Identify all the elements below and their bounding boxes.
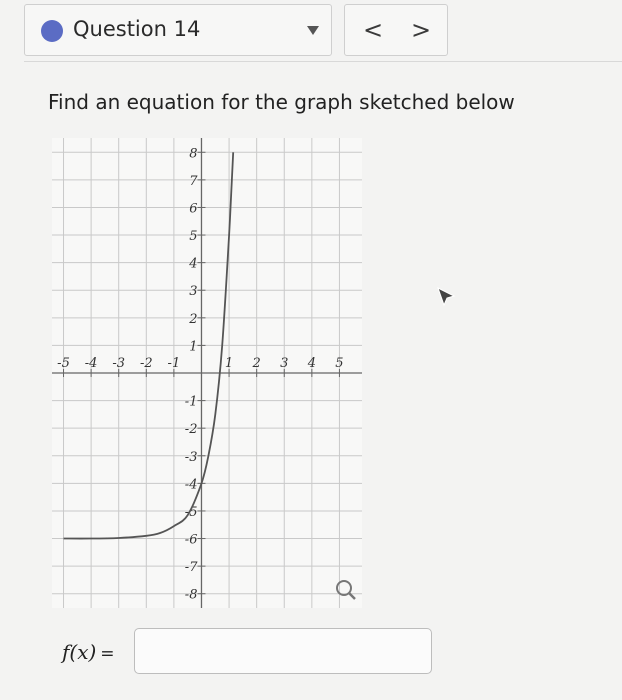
y-tick-label: 6 [189,201,198,217]
y-tick-label: 8 [189,146,198,162]
question-title: Question 14 [73,17,201,41]
y-tick-label: -6 [184,532,198,548]
y-tick-label: -2 [184,422,198,438]
answer-input[interactable] [134,628,432,674]
y-tick-label: -8 [184,587,198,603]
x-tick-label: -3 [112,356,126,371]
y-tick-label: 4 [189,256,198,272]
x-tick-label: -2 [139,356,153,371]
y-tick-label: -1 [184,394,198,410]
function-graph [52,138,362,608]
question-prompt: Find an equation for the graph sketched below [48,90,515,114]
y-tick-label: -4 [184,477,198,493]
question-selector[interactable] [24,4,332,56]
y-tick-label: 7 [189,173,198,189]
x-tick-label: 5 [335,356,344,371]
question-nav [344,4,448,56]
x-tick-label: -1 [167,356,181,371]
x-tick-label: 1 [224,356,234,371]
x-tick-label: -5 [57,356,70,371]
chevron-down-icon[interactable] [307,26,319,35]
mouse-cursor-icon [436,286,458,308]
answer-label [62,640,115,664]
x-tick-label: 2 [252,356,261,371]
y-tick-label: -3 [184,449,198,465]
y-tick-label: -7 [184,560,198,576]
y-tick-label: 5 [189,229,198,245]
status-dot-icon [41,20,63,42]
header-divider [24,61,622,62]
y-tick-label: 3 [189,284,198,300]
answer-function-label: f(x) [62,640,97,664]
y-tick-label: -5 [184,504,198,520]
answer-equals-sign: = [100,644,115,664]
x-tick-label: -4 [84,356,98,371]
y-tick-label: 1 [189,339,198,355]
x-tick-label: 4 [307,356,316,371]
next-question-button[interactable]: > [410,16,432,44]
previous-question-button[interactable]: < [362,16,384,44]
y-tick-label: 2 [189,311,198,327]
x-tick-label: 3 [280,356,289,371]
